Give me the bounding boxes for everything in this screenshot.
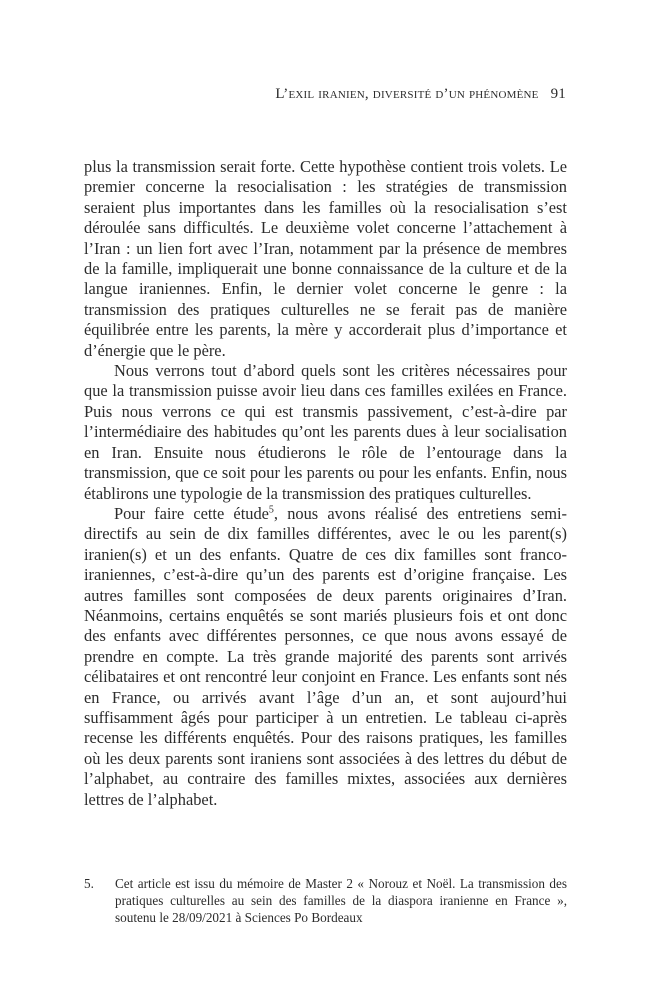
footnote-master-number: 2 (346, 876, 353, 891)
paragraph-3-rest: , nous avons réalisé des entretiens semi-directifs au sein de dix familles différentes, avec le ou les parent(s) iranien(s) et un des enfants. Quatre de ces dix familles sont franco-iraniennes, c’est-à-dire qu’un des parents est d’origine française. Les autres familles sont composées de deux parents originaires d’Iran. Néanmoins, certains enquêtés se sont mariés plusieurs fois et ont donc des enfants avec différentes personnes, ce que nous avons essayé de prendre en compte. La très grande majorité des parents sont arrivés célibataires et ont rencontré leur conjoint en France. Les enfants sont nés en France, ou arrivés avant l’âge d’un an, et sont aujourd’hui suffisamment âgés pour participer à un entretien. Le tableau ci-après recense les différents enquêtés. Pour des raisons pratiques, les familles où les deux parents sont iraniens sont associées à des lettres du début de l’alphabet, au contraire des familles mixtes, associées aux dernières lettres de l’alphabet. (84, 503, 567, 809)
page-number: 91 (550, 86, 566, 102)
footnote-text-part1: Cet article est issu du mémoire de Master (115, 876, 347, 891)
paragraph-2: Nous verrons tout d’abord quels sont les critères nécessaires pour que la transmission puisse avoir lieu dans ces familles exilées en France. Puis nous verrons ce qui est transmis passivement, c’est-à-dire par l’intermédiaire des habitudes qu’ont les parents dues à leur socialisation en Iran. Ensuite nous étudierons le rôle de l’entourage dans la transmission, que ce soit pour les parents ou pour les enfants. Enfin, nous établirons une typologie de la transmission des pratiques culturelles. (84, 361, 567, 503)
footnote-text (115, 875, 567, 927)
footnote-text-part2: « Norouz et Noël. La transmission des pratiques culturelles au sein des familles de la diaspora iranienne en France », soutenu le (115, 876, 567, 926)
footnote-reference: 5 (268, 504, 274, 516)
body-text (84, 157, 567, 810)
running-head-title: L’exil iranien, diversité d’un phénomène (275, 86, 539, 102)
footnote (84, 875, 567, 927)
running-head (275, 86, 566, 103)
footnote-date: 28/09/2021 (172, 910, 233, 926)
footnote-number: 5. (84, 876, 94, 891)
paragraph-3-start: Pour faire cette étude (114, 503, 269, 523)
footnote-text-part3: à Sciences Po Bordeaux (232, 910, 363, 926)
paragraph-3 (84, 504, 567, 810)
paragraph-1: plus la transmission serait forte. Cette hypothèse contient trois volets. Le premier concerne la resocialisation : les stratégies de transmission seraient plus importantes dans les familles où la resocialisation s’est déroulée sans difficultés. Le deuxième volet concerne l’attachement à l’Iran : un lien fort avec l’Iran, notamment par la présence de membres de la famille, impliquerait une bonne connaissance de la culture et de la langue iraniennes. Enfin, le dernier volet concerne le genre : la transmission des pratiques culturelles ne se ferait pas de manière équilibrée entre les parents, la mère y accorderait plus d’importance et d’énergie que le père. (84, 157, 567, 360)
